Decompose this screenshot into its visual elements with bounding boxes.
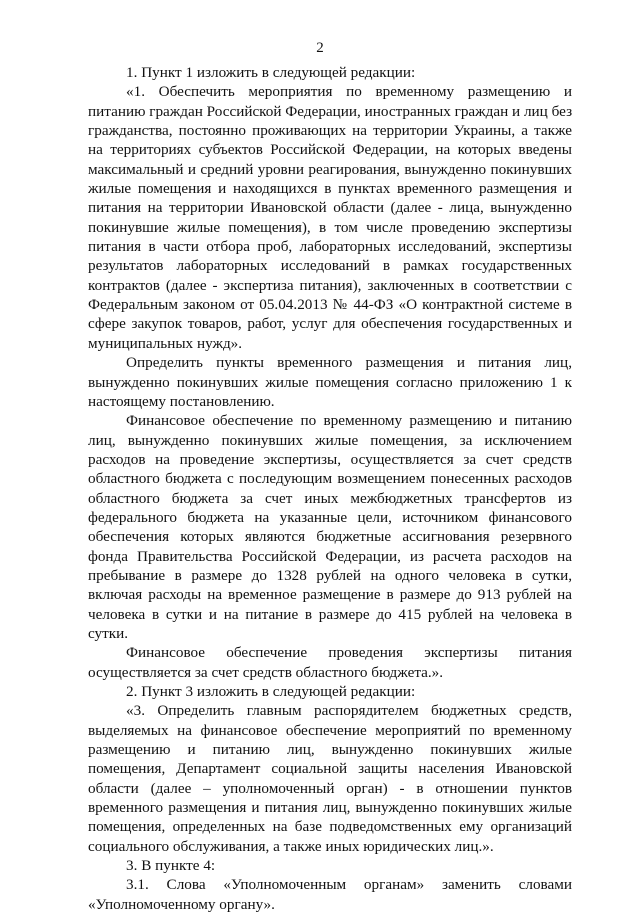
page-number: 2 xyxy=(316,40,324,56)
text-line: размещению и питанию лиц, вынужденно покинувших жилые xyxy=(88,741,572,759)
text-line: настоящему постановлению. xyxy=(88,392,275,410)
text-line: федерального бюджета на указанные цели, источником финансового xyxy=(88,508,572,526)
text-line: помещения, определенных на базе подведомственных ему организаций xyxy=(88,818,572,836)
text-line: Федеральным законом от 05.04.2013 № 44-ФЗ «О контрактной системе в xyxy=(88,296,572,314)
text-line: гражданства, постоянно проживающих на территории Украины, а также xyxy=(88,122,572,140)
text-line: 3.1. Слова «Уполномоченным органам» заменить словами xyxy=(126,876,572,894)
text-line: Финансовое обеспечение по временному размещению и питанию xyxy=(126,412,572,430)
text-line: 1. Пункт 1 изложить в следующей редакции: xyxy=(126,64,416,81)
text-line: питанию граждан Российской Федерации, иностранных граждан и лиц без xyxy=(88,102,572,120)
text-line: человека в сутки и на питание в размере до 415 рублей на человека в xyxy=(88,605,572,623)
text-line: временного размещения и питания лиц, вынужденно покинувших жилые xyxy=(88,799,572,817)
text-line: фонда Правительства Российской Федерации, из расчета расходов на xyxy=(88,547,572,565)
text-line: лиц, вынужденно покинувших жилые помещения, за исключением xyxy=(88,431,572,449)
text-line: «Уполномоченному органу». xyxy=(88,895,275,913)
text-line: обеспечения которых являются бюджетные ассигнования резервного xyxy=(88,528,572,546)
text-line: помещения, Департамент социальной защиты населения Ивановской xyxy=(88,760,572,778)
text-line: областного бюджета с последующим возмещением понесенных расходов xyxy=(88,470,572,488)
text-line: контрактов (далее - экспертиза питания), заключенных в соответствии с xyxy=(88,276,572,294)
text-line: включая расходы на временное размещение в размере до 913 рублей на xyxy=(88,586,572,604)
text-line: социального обслуживания, а также иных юридических лиц.». xyxy=(88,837,494,855)
text-line: Финансовое обеспечение проведения экспертизы питания xyxy=(126,644,572,662)
text-line: 2. Пункт 3 изложить в следующей редакции: xyxy=(126,683,416,700)
text-line: «1. Обеспечить мероприятия по временному размещению и xyxy=(126,83,572,101)
text-line: областного бюджета за счет иных межбюджетных трансфертов из xyxy=(88,489,572,507)
text-line: сфере закупок товаров, работ, услуг для обеспечения государственных и xyxy=(88,315,572,333)
text-line: осуществляется за счет средств областного бюджета.». xyxy=(88,663,444,681)
text-line: «3. Определить главным распорядителем бюджетных средств, xyxy=(126,702,572,720)
text-line: покинувшие жилые помещения), в том числе проведению экспертизы xyxy=(88,218,572,236)
document-body xyxy=(88,63,572,914)
text-line: области (далее – уполномоченный орган) - в отношении пунктов xyxy=(88,779,572,797)
text-line: максимальный и средний уровни реагирования, вынужденно покинувших xyxy=(88,160,572,178)
text-line: 3. В пункте 4: xyxy=(126,857,216,875)
text-line: сутки. xyxy=(88,624,129,642)
text-line: расходов на проведение экспертизы, осуществляется за счет средств xyxy=(88,450,572,468)
text-line: вынужденно покинувших жилые помещения согласно приложению 1 к xyxy=(88,373,572,391)
text-line: пребывание в размере до 1328 рублей на одного человека в сутки, xyxy=(88,566,572,584)
text-line: питания на территории Ивановской области (далее - лица, вынужденно xyxy=(88,199,572,217)
text-line: выделяемых на финансовое обеспечение мероприятий по временному xyxy=(88,721,572,739)
text-line: питания в части отбора проб, лабораторных исследований, экспертизы xyxy=(88,238,572,256)
text-line: на территориях субъектов Российской Федерации, на которых введены xyxy=(88,141,572,159)
text-line: муниципальных нужд». xyxy=(88,334,243,352)
text-line: результатов лабораторных исследований в рамках государственных xyxy=(88,257,572,275)
text-line: жилые помещения и находящихся в пунктах временного размещения и xyxy=(88,180,572,198)
text-line: Определить пункты временного размещения и питания лиц, xyxy=(126,354,572,372)
